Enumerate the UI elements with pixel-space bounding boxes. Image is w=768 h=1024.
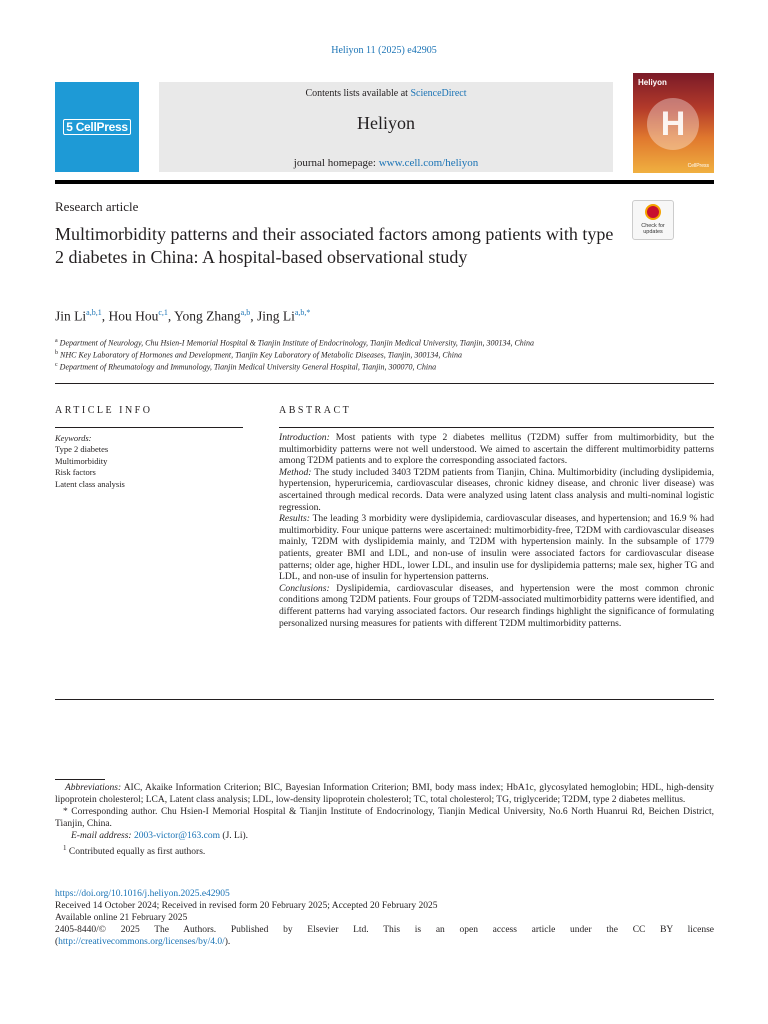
cellpress-logo-text: 5 CellPress [63, 119, 130, 135]
journal-cover-image[interactable] [633, 73, 714, 173]
author-name[interactable]: Hou Hou [108, 308, 159, 324]
abstract-method: Method: The study included 3403 T2DM patients from Tianjin, China. Multimorbidity (including dyslipidemia, hypertension, hyperuricemia, cardiovascular diseases, chronic kidney disease, and chronic liver disease) was ascertained through medical records. Data were analyzed using latent class analysis and multi-nominal logistic regression. [279, 466, 714, 513]
abstract-introduction: Introduction: Most patients with type 2 diabetes mellitus (T2DM) suffer from multimorbidity, but the multimorbidity patterns were not well understood. We aimed to ascertain the different multimorbidity patterns among T2DM patients and to explore the corresponding associated factors. [279, 432, 714, 467]
author-name[interactable]: Yong Zhang [174, 308, 241, 324]
contents-line: Contents lists available at ScienceDirect [305, 88, 467, 99]
available-online: Available online 21 February 2025 [55, 913, 188, 923]
keyword[interactable]: Multimorbidity [55, 455, 108, 466]
keywords-list [55, 444, 125, 490]
author-affiliation-marks[interactable]: c,1 [158, 308, 168, 317]
section-divider [55, 383, 714, 384]
cover-title: Heliyon [638, 78, 667, 87]
author-affiliation-marks[interactable]: a,b,* [294, 308, 311, 317]
abstract-results: Results: The leading 3 morbidity were dyslipidemia, cardiovascular diseases, and hypertension; and 16.9 % had multimorbidity. Four unique patterns were ascertained: multimorbidity-free, T2DM with cardiovascular diseases mainly, T2DM with dyslipidemia mainly, and T2DM with hypertension mainly. In the subsample of 1779 patients, greater BMI and LDL, and non-use of insulin were associated factors for cardiovascular disease patterns; older age, higher HDL, lower LDL, and insulin use for dyslipidemia patterns; male sex, higher TG and LDL, and non-use of insulin for hypertension patterns. [279, 513, 714, 583]
abstract-rule [279, 427, 714, 428]
affiliation: $^c$ Department of Rheumatology and Immunology, Tianjin Medical University General Hospital, Tianjin, 300070, China [55, 362, 437, 372]
keyword[interactable]: Risk factors [55, 467, 96, 477]
publication-info [55, 888, 714, 948]
footnotes [55, 782, 714, 858]
license-statement: 2405-8440/© 2025 The Authors. Published by Elsevier Ltd. This is an open access article under the CC BY license [55, 925, 714, 935]
info-rule [55, 427, 243, 428]
abbreviations-note: Abbreviations: AIC, Akaike Information Criterion; BIC, Bayesian Information Criterion; BMI, body mass index; HbA1c, glycosylated hemoglobin; HDL, high-density lipoprotein cholesterol; LCA, Latent class analysis; LDL, low-density lipoprotein cholesterol; TC, total cholesterol; TG, triglyceride; T2DM, type 2 diabetes mellitus. [55, 783, 714, 805]
journal-reference[interactable]: Heliyon 11 (2025) e42905 [331, 45, 437, 56]
article-title: Multimorbidity patterns and their associated factors among patients with type 2 diabetes in China: A hospital-based observational study [55, 224, 614, 267]
journal-title: Heliyon [357, 113, 415, 133]
homepage-link[interactable]: www.cell.com/heliyon [378, 157, 479, 169]
email-note: E-mail address: 2003-victor@163.com (J. Li). [71, 831, 249, 841]
license-link[interactable]: http://creativecommons.org/licenses/by/4.0/ [58, 937, 225, 947]
sciencedirect-link[interactable]: ScienceDirect [410, 88, 467, 99]
email-link[interactable]: 2003-victor@163.com [133, 831, 221, 841]
author-list: Jin Li$^{a,b,1}$, Hou Hou$^{c,1}$, Yong Zhang$^{a,b}$, Jing $Li^{a,b,*}$ [55, 308, 311, 324]
check-updates-icon [645, 204, 661, 220]
author-affiliation-marks[interactable]: a,b [240, 308, 251, 317]
keywords-label: Keywords: [55, 433, 92, 443]
cover-publisher: CellPress [687, 163, 709, 169]
license-link-line: (http://creativecommons.org/licenses/by/4.0/). [55, 937, 231, 947]
affiliation: $^a$ Department of Neurology, Chu Hsien-I Memorial Hospital & Tianjin Institute of Endocrinology, Tianjin Medical University, Tianjin, 300134, China [55, 338, 535, 348]
abstract-heading: ABSTRACT [279, 405, 352, 416]
contribution-note: $^1$ Contributed equally as first authors. [63, 844, 206, 858]
journal-homepage: journal homepage: www.cell.com/heliyon [293, 157, 479, 169]
author-name[interactable]: Jin Li [55, 308, 87, 324]
check-for-updates-button[interactable] [632, 200, 674, 240]
article-type: Research article [55, 199, 139, 214]
author-name[interactable]: Jing Li [256, 308, 295, 324]
received-dates: Received 14 October 2024; Received in revised form 20 February 2025; Accepted 20 February 2025 [55, 901, 438, 911]
cellpress-logo[interactable] [55, 82, 139, 172]
footnote-rule [55, 779, 105, 780]
cover-h-logo: H [647, 98, 699, 150]
abstract-end-divider [55, 699, 714, 700]
author-affiliation-marks[interactable]: a,b,1 [86, 308, 102, 317]
keyword[interactable]: Latent class analysis [55, 478, 125, 489]
doi-link[interactable]: https://doi.org/10.1016/j.heliyon.2025.e42905 [55, 889, 230, 899]
affiliation: $^b$ NHC Key Laboratory of Hormones and Development, Tianjin Key Laboratory of Metabolic Diseases, Tianjin, 300134, China [55, 350, 462, 360]
corresponding-author-note: * Corresponding author. Chu Hsien-I Memorial Hospital & Tianjin Institute of Endocrinology, Tianjin Medical University, No.6 North Huanrui Rd, Beichen District, Tianjin, China. [55, 807, 714, 829]
check-updates-label: Check for updates [641, 223, 665, 235]
abstract-conclusions: Conclusions: Dyslipidemia, cardiovascular diseases, and hypertension were the most common chronic conditions among T2DM patients. Four groups of T2DM-associated multimorbidity patterns were identified, and different patterns had varying associated factors. Our research findings highlight the significance of formulating personalized nursing measures for patients with different T2DM multimorbidity patterns. [279, 582, 714, 629]
article-info-heading: ARTICLE INFO [55, 405, 153, 416]
header-divider [55, 180, 714, 184]
journal-header-box [159, 82, 613, 172]
keyword[interactable]: Type 2 diabetes [55, 444, 109, 454]
abstract-body [279, 432, 714, 629]
